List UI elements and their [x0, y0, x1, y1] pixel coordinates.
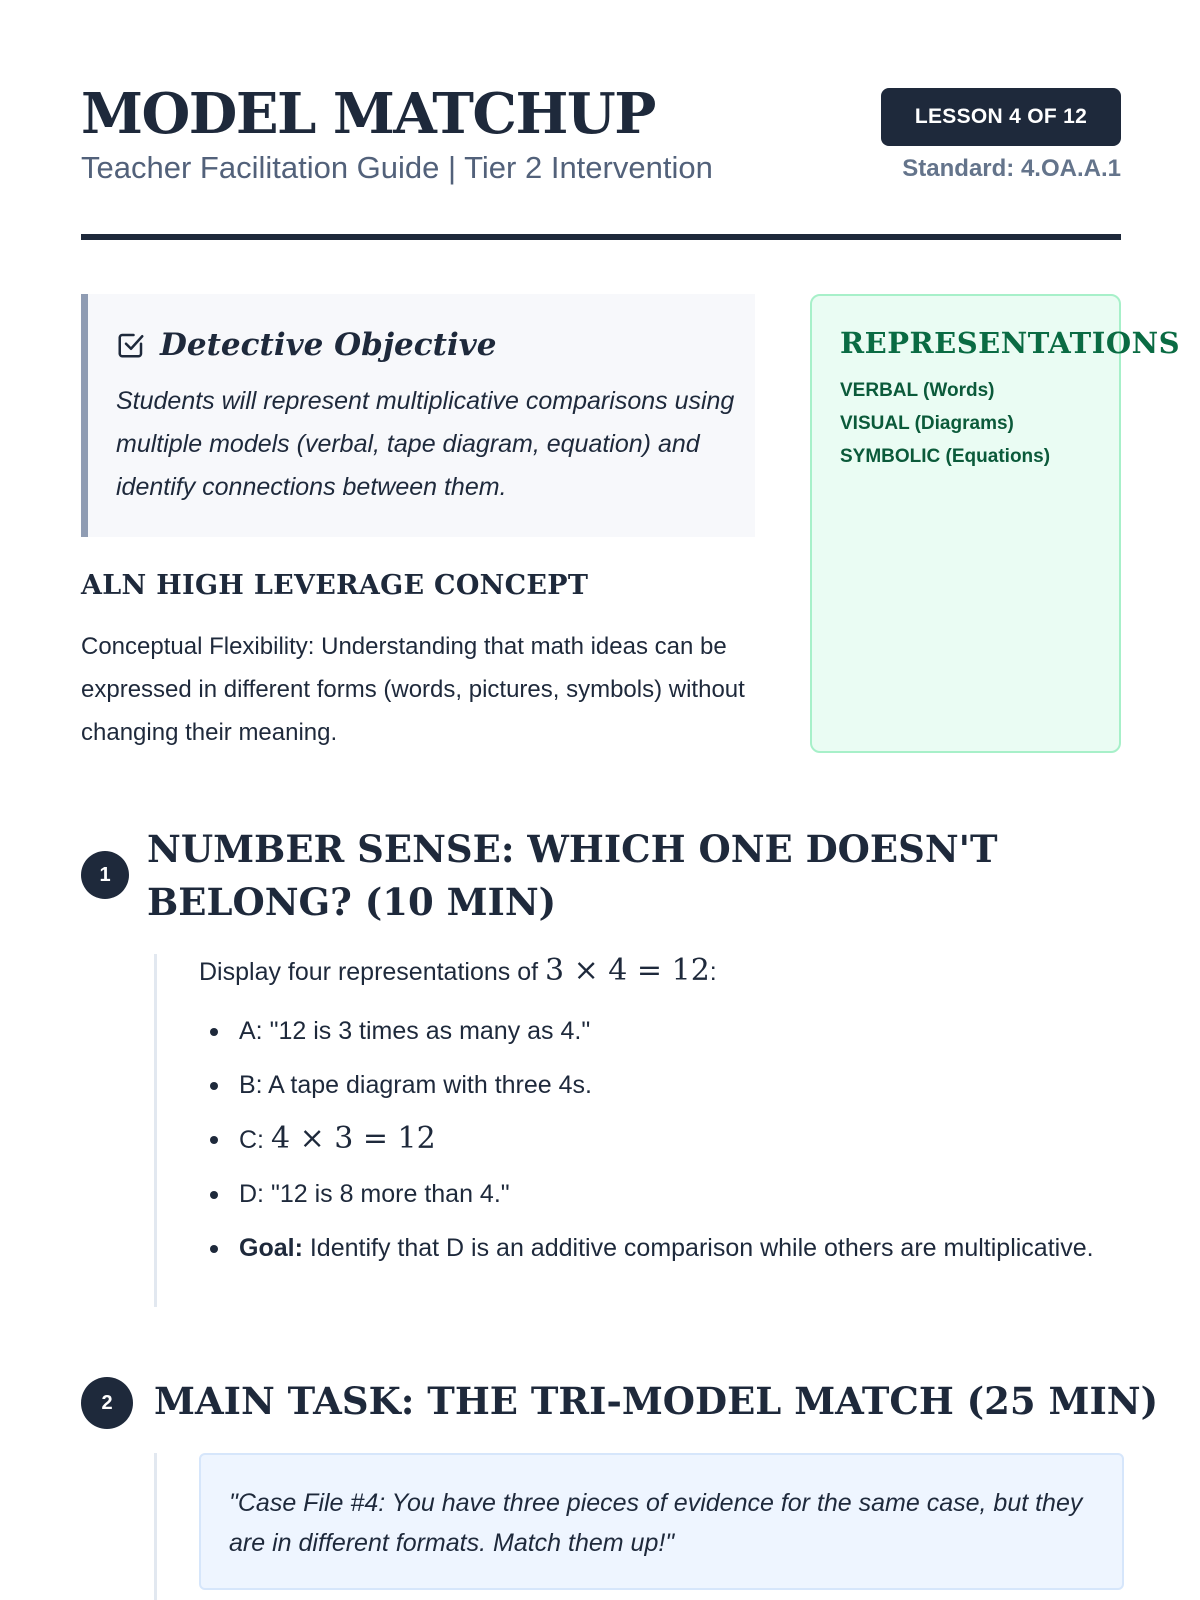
page-header — [81, 82, 1121, 242]
concept-heading: ALN HIGH LEVERAGE CONCEPT — [81, 570, 589, 601]
representation-item: SYMBOLIC (Equations) — [840, 446, 1051, 467]
step-number-2: 2 — [81, 1377, 133, 1429]
goal-item — [199, 1228, 1121, 1268]
objective-header — [116, 324, 725, 366]
page-subtitle: Teacher Facilitation Guide | Tier 2 Intervention — [81, 150, 713, 185]
representations-options-list — [199, 1011, 1121, 1268]
concept-text: Conceptual Flexibility: Understanding that math ideas can be expressed in different forms (words, pictures, symbols) without changing their meaning. — [81, 633, 745, 746]
section1-title: NUMBER SENSE: WHICH ONE DOESN'T BELONG? (10 MIN) — [147, 827, 998, 924]
list-item: D: "12 is 8 more than 4." — [199, 1174, 1121, 1214]
representation-item: VERBAL (Words) — [840, 380, 995, 401]
case-file-text: "Case File #4: You have three pieces of evidence for the same case, but they are in different formats. Match them up!" — [229, 1489, 1083, 1557]
item-prefix: C: — [239, 1126, 271, 1154]
list-item: B: A tape diagram with three 4s. — [199, 1065, 1121, 1105]
goal-text: Identify that D is an additive comparison while others are multiplicative. — [302, 1234, 1094, 1262]
checkbox-icon — [116, 330, 146, 360]
objective-title: Detective Objective — [160, 327, 497, 363]
objective-text: Students will represent multiplicative comparisons using multiple models (verbal, tape diagram, equation) and identify connections between them. — [116, 387, 735, 501]
list-item — [199, 1119, 1121, 1160]
header-divider — [81, 234, 1121, 240]
section1-intro — [199, 954, 1121, 989]
section2-body — [154, 1453, 1121, 1600]
intro-prefix: Display four representations of — [199, 958, 546, 986]
section1-body — [154, 954, 1121, 1307]
lesson-badge: LESSON 4 OF 12 — [881, 88, 1121, 146]
case-file-quote — [199, 1453, 1124, 1590]
standard-label: Standard: 4.OA.A.1 — [902, 155, 1121, 182]
page-title: MODEL MATCHUP — [81, 81, 655, 147]
list-item: A: "12 is 3 times as many as 4." — [199, 1011, 1121, 1051]
representations-list — [840, 374, 1119, 473]
intro-suffix: : — [709, 958, 717, 986]
representations-card — [810, 294, 1181, 753]
representation-item: VISUAL (Diagrams) — [840, 413, 1014, 434]
goal-label: Goal: — [239, 1234, 303, 1262]
objective-box — [81, 294, 755, 537]
representations-title: REPRESENTATIONS — [840, 326, 1181, 360]
section2-title: MAIN TASK: THE TRI-MODEL MATCH (25 MIN) — [154, 1379, 1159, 1423]
step-number-1: 1 — [81, 851, 129, 899]
intro-equation: 3 × 4 = 12 — [545, 953, 710, 988]
item-equation: 4 × 3 = 12 — [270, 1121, 436, 1156]
